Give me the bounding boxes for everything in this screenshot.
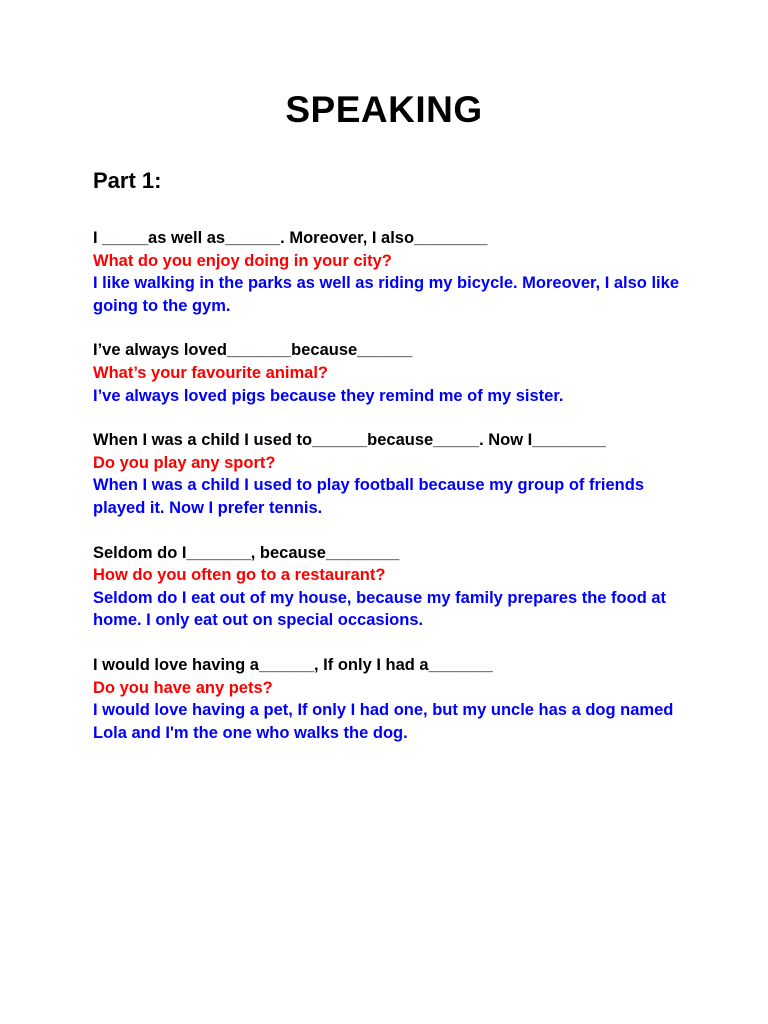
question-text: What’s your favourite animal? — [93, 363, 329, 382]
answer-text: When I was a child I used to play football because my group of friends played it. Now I prefer tennis. — [93, 476, 645, 517]
answer-text: I like walking in the parks as well as riding my bicycle. Moreover, I also like going to the gym. — [93, 274, 679, 315]
question-text: How do you often go to a restaurant? — [93, 566, 386, 585]
exercise-item — [93, 227, 683, 317]
sentence-prompt: I would love having a______, If only I had a_______ — [93, 655, 493, 674]
sentence-prompt: I’ve always loved_______because______ — [93, 341, 413, 360]
page-title: SPEAKING — [285, 89, 483, 130]
sentence-prompt: When I was a child I used to______because_____. Now I________ — [93, 431, 606, 450]
section-heading: Part 1: — [93, 168, 162, 193]
sentence-prompt: Seldom do I_______, because________ — [93, 543, 400, 562]
sentence-prompt: I _____as well as______. Moreover, I also________ — [93, 229, 488, 247]
exercise-item — [93, 654, 683, 744]
exercise-item — [93, 429, 683, 519]
answer-text: I’ve always loved pigs because they remind me of my sister. — [93, 386, 564, 405]
answer-text: Seldom do I eat out of my house, because my family prepares the food at home. I only eat out on special occasions. — [93, 588, 667, 630]
question-text: Do you have any pets? — [93, 678, 273, 697]
exercise-item — [93, 542, 683, 632]
exercise-list — [93, 227, 683, 766]
question-text: Do you play any sport? — [93, 453, 276, 472]
answer-text: I would love having a pet, If only I had one, but my uncle has a dog named Lola and I'm the one who walks the dog. — [93, 701, 674, 742]
exercise-item — [93, 339, 683, 407]
question-text: What do you enjoy doing in your city? — [93, 251, 392, 270]
